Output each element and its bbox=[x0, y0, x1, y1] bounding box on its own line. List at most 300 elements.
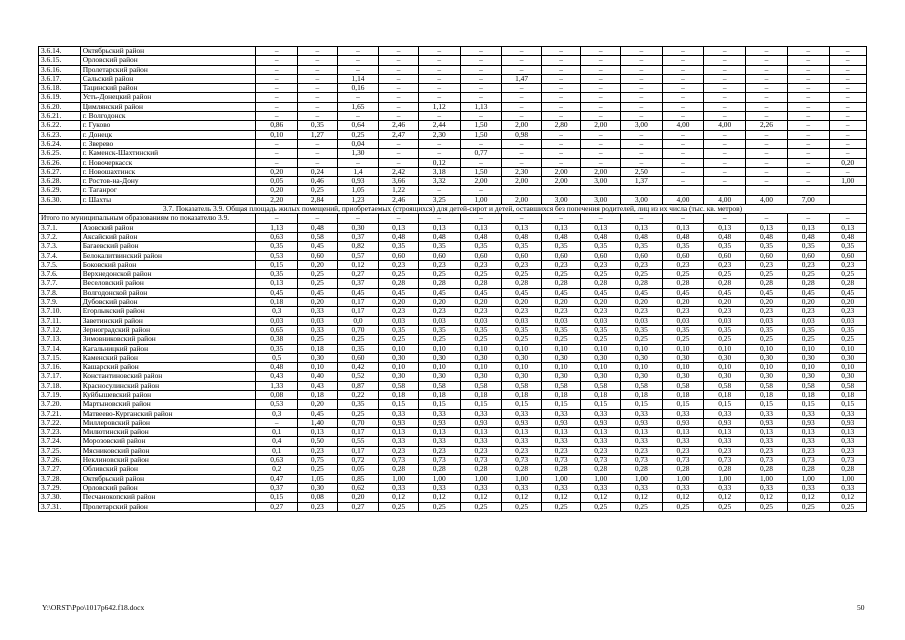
value-cell: 0,93 bbox=[502, 418, 542, 427]
value-cell: 0,12 bbox=[418, 158, 460, 167]
value-cell: 0,20 bbox=[418, 298, 460, 307]
value-cell: – bbox=[502, 56, 542, 65]
value-cell: 0,23 bbox=[460, 260, 502, 269]
value-cell: – bbox=[337, 47, 379, 56]
value-cell: 0,33 bbox=[620, 409, 662, 418]
value-cell: 1,27 bbox=[298, 130, 338, 139]
row-name: Мартыновский район bbox=[80, 400, 256, 409]
value-cell: 0,35 bbox=[337, 344, 379, 353]
value-cell: 0,93 bbox=[787, 418, 829, 427]
value-cell: – bbox=[704, 177, 746, 186]
value-cell: 0,30 bbox=[581, 353, 621, 362]
value-cell: 0,10 bbox=[662, 344, 704, 353]
value-cell: 1,23 bbox=[337, 195, 379, 204]
value-cell: 0,35 bbox=[581, 325, 621, 334]
row-number: 3.7.9. bbox=[39, 298, 81, 307]
value-cell: 0,23 bbox=[541, 446, 581, 455]
value-cell: 0,18 bbox=[620, 390, 662, 399]
value-cell: 0,33 bbox=[704, 483, 746, 492]
value-cell: 0,33 bbox=[662, 483, 704, 492]
value-cell: 0,25 bbox=[541, 335, 581, 344]
value-cell: 0,93 bbox=[337, 177, 379, 186]
value-cell: – bbox=[541, 65, 581, 74]
value-cell: – bbox=[541, 130, 581, 139]
value-cell: 1,00 bbox=[502, 474, 542, 483]
value-cell: 0,23 bbox=[704, 307, 746, 316]
value-cell: 0,28 bbox=[502, 279, 542, 288]
value-cell: – bbox=[787, 121, 829, 130]
value-cell: 0,20 bbox=[337, 493, 379, 502]
value-cell: – bbox=[460, 112, 502, 121]
value-cell: 0,03 bbox=[829, 316, 866, 325]
value-cell: – bbox=[379, 112, 419, 121]
row-name: Аксайский район bbox=[80, 232, 256, 241]
value-cell: 0,03 bbox=[418, 316, 460, 325]
value-cell: 0,33 bbox=[620, 437, 662, 446]
table-row bbox=[39, 130, 867, 139]
value-cell: – bbox=[502, 47, 542, 56]
value-cell: 0,33 bbox=[829, 437, 866, 446]
value-cell: 0,3 bbox=[256, 409, 298, 418]
value-cell: 0,30 bbox=[337, 223, 379, 232]
row-name: Цимлянский район bbox=[80, 102, 256, 111]
value-cell: – bbox=[787, 65, 829, 74]
value-cell: – bbox=[746, 84, 788, 93]
value-cell: 0,25 bbox=[704, 270, 746, 279]
value-cell: 0,08 bbox=[298, 493, 338, 502]
value-cell: 0,12 bbox=[502, 493, 542, 502]
value-cell: 0,28 bbox=[620, 465, 662, 474]
value-cell: 0,58 bbox=[460, 381, 502, 390]
row-number: 3.7.8. bbox=[39, 288, 81, 297]
value-cell: – bbox=[541, 56, 581, 65]
row-number: 3.6.28. bbox=[39, 177, 81, 186]
value-cell: 0,73 bbox=[704, 456, 746, 465]
value-cell: 0,25 bbox=[787, 335, 829, 344]
row-number: 3.6.18. bbox=[39, 84, 81, 93]
value-cell: 0,73 bbox=[581, 456, 621, 465]
value-cell: 0,35 bbox=[379, 325, 419, 334]
value-cell: 0,03 bbox=[787, 316, 829, 325]
value-cell: 0,60 bbox=[581, 251, 621, 260]
value-cell: 1,00 bbox=[746, 474, 788, 483]
value-cell: – bbox=[379, 149, 419, 158]
total-label: Итого по муниципальным образованиям по показателю 3.9. bbox=[39, 214, 256, 223]
value-cell: 0,28 bbox=[460, 465, 502, 474]
value-cell: 0,12 bbox=[746, 493, 788, 502]
value-cell: – bbox=[581, 102, 621, 111]
value-cell: 0,30 bbox=[787, 353, 829, 362]
value-cell: 0,18 bbox=[460, 390, 502, 399]
value-cell: 0,33 bbox=[787, 483, 829, 492]
value-cell: 0,13 bbox=[379, 223, 419, 232]
table-row bbox=[39, 251, 867, 260]
value-cell: – bbox=[418, 84, 460, 93]
row-number: 3.7.28. bbox=[39, 474, 81, 483]
row-number: 3.7.21. bbox=[39, 409, 81, 418]
value-cell: – bbox=[541, 47, 581, 56]
value-cell: 0,25 bbox=[581, 502, 621, 511]
value-cell: 0,13 bbox=[460, 428, 502, 437]
row-name: Сальский район bbox=[80, 74, 256, 83]
value-cell: 0,17 bbox=[337, 298, 379, 307]
value-cell: 0,45 bbox=[460, 288, 502, 297]
value-cell: 0,25 bbox=[298, 465, 338, 474]
table-row bbox=[39, 316, 867, 325]
value-cell: 0,82 bbox=[337, 242, 379, 251]
value-cell: 0,93 bbox=[829, 418, 866, 427]
value-cell: – bbox=[662, 130, 704, 139]
value-cell: 0,03 bbox=[256, 316, 298, 325]
value-cell: – bbox=[704, 167, 746, 176]
row-name: Октябрьский район bbox=[80, 474, 256, 483]
row-number: 3.7.24. bbox=[39, 437, 81, 446]
value-cell: – bbox=[298, 65, 338, 74]
value-cell: 0,23 bbox=[418, 307, 460, 316]
value-cell: 0,58 bbox=[746, 381, 788, 390]
value-cell: – bbox=[460, 74, 502, 83]
value-cell: – bbox=[418, 186, 460, 195]
value-cell: 0,33 bbox=[746, 483, 788, 492]
value-cell: 0,35 bbox=[829, 242, 866, 251]
value-cell: 0,28 bbox=[704, 279, 746, 288]
value-cell: 1,22 bbox=[379, 186, 419, 195]
value-cell: 0,13 bbox=[829, 428, 866, 437]
row-number: 3.7.26. bbox=[39, 456, 81, 465]
value-cell: 0,15 bbox=[256, 493, 298, 502]
value-cell: – bbox=[581, 112, 621, 121]
value-cell: 2,00 bbox=[581, 121, 621, 130]
value-cell: 0,17 bbox=[337, 446, 379, 455]
value-cell: 0,23 bbox=[502, 307, 542, 316]
row-number: 3.7.30. bbox=[39, 493, 81, 502]
total-row bbox=[39, 214, 867, 223]
value-cell: – bbox=[460, 56, 502, 65]
value-cell: 0,60 bbox=[829, 251, 866, 260]
value-cell: 0,10 bbox=[541, 363, 581, 372]
row-number: 3.6.25. bbox=[39, 149, 81, 158]
value-cell: – bbox=[581, 84, 621, 93]
value-cell: 0,58 bbox=[581, 381, 621, 390]
value-cell: 0,15 bbox=[581, 400, 621, 409]
value-cell: – bbox=[418, 74, 460, 83]
value-cell: 0,60 bbox=[662, 251, 704, 260]
table-row bbox=[39, 102, 867, 111]
value-cell: 1,00 bbox=[787, 474, 829, 483]
value-cell: 0,10 bbox=[662, 363, 704, 372]
value-cell: 0,48 bbox=[418, 232, 460, 241]
value-cell: – bbox=[662, 112, 704, 121]
value-cell: 0,33 bbox=[704, 437, 746, 446]
value-cell: – bbox=[829, 121, 866, 130]
value-cell: 0,37 bbox=[337, 232, 379, 241]
value-cell: 0,23 bbox=[787, 446, 829, 455]
value-cell: 2,50 bbox=[620, 167, 662, 176]
value-cell: 0,73 bbox=[502, 456, 542, 465]
value-cell: 0,58 bbox=[662, 381, 704, 390]
row-number: 3.7.2. bbox=[39, 232, 81, 241]
table-row bbox=[39, 84, 867, 93]
value-cell: 0,23 bbox=[379, 446, 419, 455]
value-cell: – bbox=[829, 130, 866, 139]
row-number: 3.7.11. bbox=[39, 316, 81, 325]
value-cell: 0,24 bbox=[298, 167, 338, 176]
value-cell: 0,33 bbox=[502, 483, 542, 492]
value-cell: 2,44 bbox=[418, 121, 460, 130]
indicator-header: 3.7. Показатель 3.9. Общая площадь жилых помещений, приобретаемых (строящихся) для детей-сирот и детей, оставшихся без попечения родителей, лиц из их числа (тыс. кв. метров) bbox=[39, 205, 867, 214]
value-cell: 0,23 bbox=[379, 307, 419, 316]
table-row bbox=[39, 223, 867, 232]
value-cell bbox=[704, 186, 746, 195]
value-cell bbox=[502, 186, 542, 195]
table-row bbox=[39, 158, 867, 167]
value-cell: 0,28 bbox=[787, 465, 829, 474]
value-cell: – bbox=[829, 149, 866, 158]
value-cell: 0,33 bbox=[829, 409, 866, 418]
value-cell: 0,25 bbox=[620, 270, 662, 279]
value-cell: – bbox=[298, 149, 338, 158]
value-cell: 2,46 bbox=[379, 121, 419, 130]
value-cell: – bbox=[662, 47, 704, 56]
value-cell: 0,23 bbox=[581, 260, 621, 269]
value-cell: – bbox=[581, 158, 621, 167]
row-number: 3.6.23. bbox=[39, 130, 81, 139]
value-cell: 0,93 bbox=[704, 418, 746, 427]
value-cell: 0,48 bbox=[298, 223, 338, 232]
value-cell: – bbox=[581, 139, 621, 148]
value-cell: – bbox=[662, 84, 704, 93]
value-cell: 0,33 bbox=[829, 483, 866, 492]
value-cell: 0,75 bbox=[298, 456, 338, 465]
value-cell: 0,60 bbox=[379, 251, 419, 260]
value-cell: 0,45 bbox=[418, 288, 460, 297]
value-cell: – bbox=[418, 149, 460, 158]
table-row bbox=[39, 307, 867, 316]
value-cell: 0,30 bbox=[298, 353, 338, 362]
value-cell: 0,77 bbox=[460, 149, 502, 158]
value-cell: – bbox=[541, 74, 581, 83]
value-cell: 0,35 bbox=[256, 242, 298, 251]
row-number: 3.7.17. bbox=[39, 372, 81, 381]
value-cell: – bbox=[662, 56, 704, 65]
value-cell: 0,13 bbox=[298, 428, 338, 437]
value-cell: 0,25 bbox=[787, 270, 829, 279]
value-cell: 0,35 bbox=[620, 242, 662, 251]
value-cell: 0,12 bbox=[581, 493, 621, 502]
value-cell: 0,10 bbox=[746, 344, 788, 353]
value-cell: – bbox=[256, 158, 298, 167]
value-cell: 0,23 bbox=[662, 260, 704, 269]
value-cell: 0,23 bbox=[746, 260, 788, 269]
value-cell: – bbox=[418, 214, 460, 223]
value-cell: 0,58 bbox=[502, 381, 542, 390]
value-cell: 0,93 bbox=[541, 418, 581, 427]
value-cell: – bbox=[829, 84, 866, 93]
value-cell: 0,18 bbox=[746, 390, 788, 399]
value-cell: 0,28 bbox=[829, 465, 866, 474]
row-name: Пролетарский район bbox=[80, 502, 256, 511]
value-cell: 0,23 bbox=[620, 446, 662, 455]
value-cell: 0,38 bbox=[256, 335, 298, 344]
value-cell: 0,20 bbox=[746, 298, 788, 307]
value-cell: 0,30 bbox=[379, 372, 419, 381]
value-cell: – bbox=[704, 93, 746, 102]
value-cell: 0,08 bbox=[256, 390, 298, 399]
value-cell: – bbox=[298, 139, 338, 148]
value-cell: 1,40 bbox=[298, 418, 338, 427]
value-cell: – bbox=[704, 102, 746, 111]
row-number: 3.6.27. bbox=[39, 167, 81, 176]
value-cell: – bbox=[662, 65, 704, 74]
row-number: 3.7.27. bbox=[39, 465, 81, 474]
value-cell: – bbox=[418, 56, 460, 65]
value-cell: 0,30 bbox=[418, 353, 460, 362]
value-cell: 0,20 bbox=[829, 158, 866, 167]
value-cell: 0,18 bbox=[704, 390, 746, 399]
value-cell: 0,15 bbox=[541, 400, 581, 409]
value-cell: – bbox=[379, 93, 419, 102]
value-cell: 1,00 bbox=[829, 177, 866, 186]
value-cell: 0,23 bbox=[418, 260, 460, 269]
value-cell: 0,60 bbox=[418, 251, 460, 260]
value-cell: 0,10 bbox=[379, 363, 419, 372]
value-cell: 0,25 bbox=[541, 502, 581, 511]
value-cell: 0,45 bbox=[581, 288, 621, 297]
value-cell: – bbox=[337, 93, 379, 102]
value-cell: – bbox=[746, 149, 788, 158]
value-cell: 0,30 bbox=[460, 372, 502, 381]
value-cell: 0,35 bbox=[620, 325, 662, 334]
value-cell: – bbox=[337, 214, 379, 223]
value-cell bbox=[581, 186, 621, 195]
value-cell: – bbox=[298, 102, 338, 111]
row-name: Куйбышевский район bbox=[80, 390, 256, 399]
value-cell: – bbox=[460, 158, 502, 167]
value-cell: – bbox=[662, 139, 704, 148]
value-cell: 0,30 bbox=[704, 372, 746, 381]
value-cell: 0,35 bbox=[298, 121, 338, 130]
value-cell: – bbox=[460, 186, 502, 195]
value-cell: – bbox=[541, 214, 581, 223]
value-cell: 0,87 bbox=[337, 381, 379, 390]
value-cell: – bbox=[581, 93, 621, 102]
value-cell: 0,17 bbox=[337, 428, 379, 437]
value-cell: 0,33 bbox=[541, 483, 581, 492]
value-cell: 0,35 bbox=[418, 242, 460, 251]
value-cell: – bbox=[256, 418, 298, 427]
value-cell: 0,13 bbox=[620, 223, 662, 232]
value-cell: 0,13 bbox=[704, 223, 746, 232]
value-cell: 0,58 bbox=[787, 381, 829, 390]
value-cell: 7,00 bbox=[787, 195, 829, 204]
value-cell: 0,25 bbox=[787, 502, 829, 511]
value-cell: 0,28 bbox=[460, 279, 502, 288]
value-cell: 0,10 bbox=[256, 130, 298, 139]
value-cell: 0,15 bbox=[620, 400, 662, 409]
row-number: 3.7.12. bbox=[39, 325, 81, 334]
value-cell: – bbox=[704, 65, 746, 74]
value-cell: 0,30 bbox=[502, 372, 542, 381]
value-cell: 1,00 bbox=[541, 474, 581, 483]
row-number: 3.6.20. bbox=[39, 102, 81, 111]
section-header-row bbox=[39, 205, 867, 214]
value-cell: 0,22 bbox=[337, 390, 379, 399]
value-cell: – bbox=[787, 56, 829, 65]
row-number: 3.7.31. bbox=[39, 502, 81, 511]
table-row bbox=[39, 418, 867, 427]
value-cell: – bbox=[704, 47, 746, 56]
row-number: 3.7.5. bbox=[39, 260, 81, 269]
value-cell: 0,23 bbox=[460, 446, 502, 455]
value-cell: 0,33 bbox=[662, 437, 704, 446]
value-cell: 0,03 bbox=[662, 316, 704, 325]
value-cell: 0,25 bbox=[418, 335, 460, 344]
value-cell: 0,35 bbox=[787, 242, 829, 251]
row-name: Песчанокопский район bbox=[80, 493, 256, 502]
value-cell: – bbox=[787, 84, 829, 93]
value-cell: – bbox=[502, 102, 542, 111]
value-cell: 0,18 bbox=[502, 390, 542, 399]
value-cell: – bbox=[502, 158, 542, 167]
value-cell: – bbox=[662, 214, 704, 223]
value-cell: – bbox=[256, 65, 298, 74]
value-cell: 0,17 bbox=[337, 307, 379, 316]
value-cell: 0,16 bbox=[337, 84, 379, 93]
value-cell: 0,1 bbox=[256, 446, 298, 455]
value-cell: 0,23 bbox=[787, 307, 829, 316]
value-cell: 0,33 bbox=[379, 483, 419, 492]
value-cell: 0,10 bbox=[581, 363, 621, 372]
value-cell: – bbox=[746, 74, 788, 83]
value-cell: 0,23 bbox=[620, 260, 662, 269]
value-cell: – bbox=[746, 214, 788, 223]
value-cell: 0,27 bbox=[337, 270, 379, 279]
table-row bbox=[39, 437, 867, 446]
value-cell: 0,42 bbox=[337, 363, 379, 372]
value-cell: 2,00 bbox=[502, 195, 542, 204]
value-cell: 0,25 bbox=[746, 335, 788, 344]
value-cell: – bbox=[662, 74, 704, 83]
value-cell: 0,30 bbox=[541, 372, 581, 381]
table-row bbox=[39, 177, 867, 186]
value-cell: 0,25 bbox=[502, 270, 542, 279]
value-cell: – bbox=[541, 112, 581, 121]
row-number: 3.7.15. bbox=[39, 353, 81, 362]
value-cell: 0,13 bbox=[581, 223, 621, 232]
value-cell: 1,00 bbox=[460, 195, 502, 204]
value-cell: 0,30 bbox=[298, 483, 338, 492]
row-number: 3.6.24. bbox=[39, 139, 81, 148]
value-cell: 0,23 bbox=[829, 446, 866, 455]
value-cell: 0,37 bbox=[337, 279, 379, 288]
value-cell: 0,45 bbox=[298, 242, 338, 251]
value-cell: – bbox=[787, 112, 829, 121]
table-row bbox=[39, 353, 867, 362]
value-cell: 0,93 bbox=[581, 418, 621, 427]
value-cell: 0,25 bbox=[298, 186, 338, 195]
value-cell: 0,52 bbox=[337, 372, 379, 381]
row-number: 3.7.19. bbox=[39, 390, 81, 399]
value-cell: 0,25 bbox=[337, 409, 379, 418]
value-cell: 0,23 bbox=[502, 446, 542, 455]
row-number: 3.6.22. bbox=[39, 121, 81, 130]
value-cell: – bbox=[829, 93, 866, 102]
value-cell: 0,93 bbox=[662, 418, 704, 427]
value-cell: 3,00 bbox=[581, 195, 621, 204]
value-cell: 0,13 bbox=[620, 428, 662, 437]
value-cell: 0,35 bbox=[460, 242, 502, 251]
value-cell: – bbox=[829, 47, 866, 56]
